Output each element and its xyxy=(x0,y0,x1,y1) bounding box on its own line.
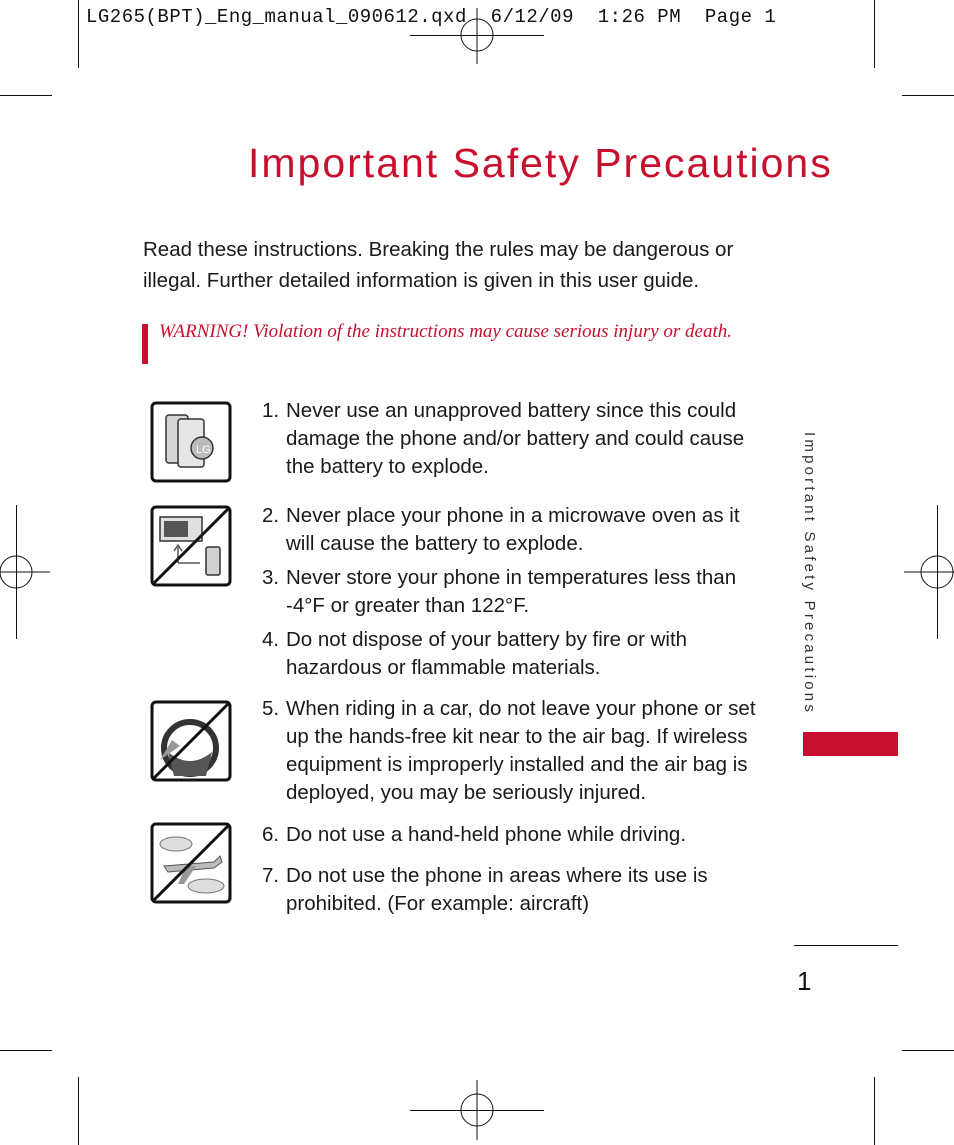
battery-phone-icon xyxy=(150,401,232,483)
warning-bar xyxy=(142,324,148,364)
item-text: Do not dispose of your battery by fire or with hazardous or flammable materials. xyxy=(286,628,688,679)
section-tab xyxy=(803,732,898,756)
no-airbag-phone-icon xyxy=(150,700,232,782)
footer-rule xyxy=(794,945,898,946)
list-item xyxy=(262,862,767,918)
list-item xyxy=(262,502,767,558)
item-number: 2. xyxy=(262,504,280,527)
list-item xyxy=(262,821,767,849)
page-title: Important Safety Precautions xyxy=(248,140,833,186)
item-number: 3. xyxy=(262,566,280,589)
warning-text: WARNING! Violation of the instructions may cause serious injury or death. xyxy=(159,321,733,342)
item-text: When riding in a car, do not leave your phone or set up the hands-free kit near to the air bag. If wireless equipment is improperly installed and the air bag is deployed, you may be seriously injured. xyxy=(286,697,756,804)
no-aircraft-phone-icon xyxy=(150,822,232,904)
item-number: 4. xyxy=(262,628,280,651)
list-item xyxy=(262,626,767,682)
page-number: 1 xyxy=(797,966,812,996)
intro-paragraph: Read these instructions. Breaking the rules may be dangerous or illegal. Further detailed information is given in this user guide. xyxy=(143,238,734,292)
item-text: Never use an unapproved battery since this could damage the phone and/or battery and could cause the battery to explode. xyxy=(286,399,745,478)
svg-text:LG: LG xyxy=(196,444,211,456)
list-item xyxy=(262,397,767,481)
item-text: Do not use the phone in areas where its use is prohibited. (For example: aircraft) xyxy=(286,864,708,915)
item-text: Never store your phone in temperatures less than -4°F or greater than 122°F. xyxy=(286,566,737,617)
item-text: Never place your phone in a microwave oven as it will cause the battery to explode. xyxy=(286,504,740,555)
item-number: 5. xyxy=(262,697,280,720)
item-text: Do not use a hand-held phone while driving. xyxy=(286,823,687,846)
list-item xyxy=(262,564,767,620)
section-side-label: Important Safety Precautions xyxy=(801,432,818,716)
item-number: 7. xyxy=(262,864,280,887)
printer-slug: LG265(BPT)_Eng_manual_090612.qxd 6/12/09 1:26 PM Page 1 xyxy=(86,6,777,28)
no-microwave-icon xyxy=(150,505,232,587)
item-number: 1. xyxy=(262,399,280,422)
list-item xyxy=(262,695,767,807)
item-number: 6. xyxy=(262,823,280,846)
